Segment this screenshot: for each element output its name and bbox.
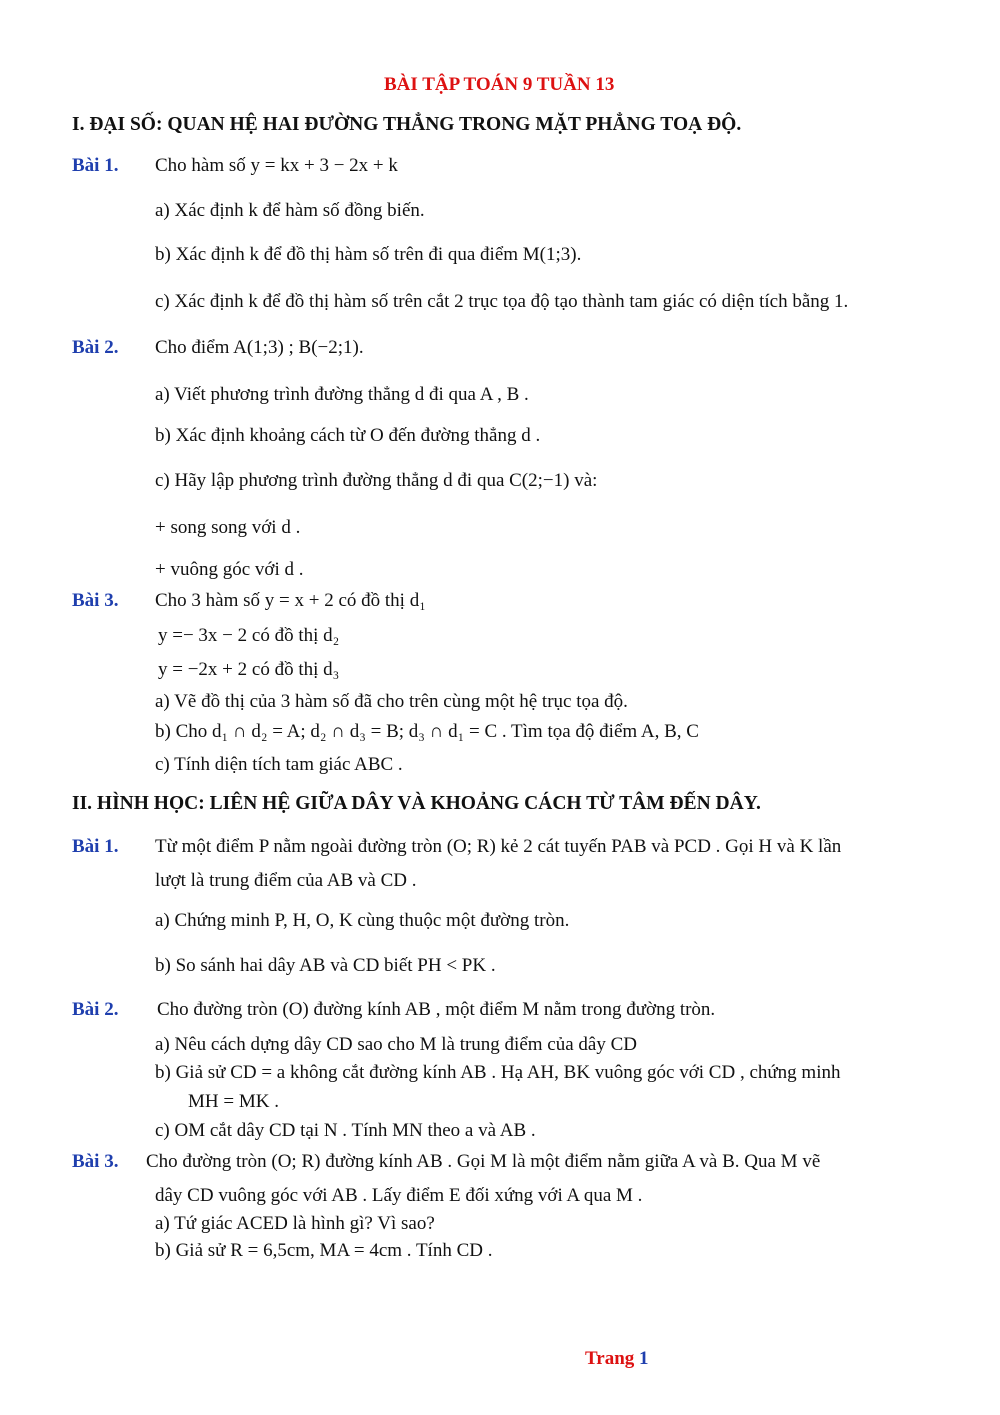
exercise-part: c) Hãy lập phương trình đường thẳng d đi qua C(2;−1) và: bbox=[155, 470, 598, 491]
page-label: Trang bbox=[585, 1348, 635, 1369]
exercise-part: + vuông góc với d . bbox=[155, 559, 304, 580]
exercise-label: Bài 3. bbox=[72, 590, 119, 611]
exercise-part: a) Xác định k để hàm số đồng biến. bbox=[155, 200, 425, 221]
exercise-statement: lượt là trung điểm của AB và CD . bbox=[155, 870, 417, 891]
exercise-part: b) Giả sử CD = a không cắt đường kính AB . Hạ AH, BK vuông góc với CD , chứng minh bbox=[155, 1062, 841, 1083]
exercise-label: Bài 2. bbox=[72, 337, 119, 358]
exercise-statement: Cho đường tròn (O) đường kính AB , một điểm M nằm trong đường tròn. bbox=[157, 999, 716, 1020]
exercise-part: b) Xác định k để đồ thị hàm số trên đi qua điểm M(1;3). bbox=[155, 244, 582, 265]
exercise-part: a) Vẽ đồ thị của 3 hàm số đã cho trên cùng một hệ trục tọa độ. bbox=[155, 691, 628, 712]
exercise-part: a) Chứng minh P, H, O, K cùng thuộc một đường tròn. bbox=[155, 910, 570, 931]
exercise-part: a) Nêu cách dựng dây CD sao cho M là trung điểm của dây CD bbox=[155, 1034, 637, 1055]
exercise-part: c) Xác định k để đồ thị hàm số trên cắt 2 trục tọa độ tạo thành tam giác có diện tích bằng 1. bbox=[155, 291, 849, 312]
page-title: BÀI TẬP TOÁN 9 TUẦN 13 bbox=[384, 74, 615, 95]
exercise-statement: dây CD vuông góc với AB . Lấy điểm E đối xứng với A qua M . bbox=[155, 1185, 643, 1206]
exercise-statement: y = −2x + 2 có đồ thị d₃ bbox=[158, 659, 340, 680]
section-algebra-heading: I. ĐẠI SỐ: QUAN HỆ HAI ĐƯỜNG THẲNG TRONG MẶT PHẲNG TOẠ ĐỘ. bbox=[72, 114, 742, 135]
exercise-label: Bài 1. bbox=[72, 836, 119, 857]
exercise-statement: Cho hàm số y = kx + 3 − 2x + k bbox=[155, 155, 398, 176]
exercise-part: c) Tính diện tích tam giác ABC . bbox=[155, 754, 403, 775]
exercise-part: b) Giả sử R = 6,5cm, MA = 4cm . Tính CD . bbox=[155, 1240, 493, 1261]
page-number-value: 1 bbox=[639, 1348, 649, 1369]
section-geometry-heading: II. HÌNH HỌC: LIÊN HỆ GIỮA DÂY VÀ KHOẢNG CÁCH TỪ TÂM ĐẾN DÂY. bbox=[72, 793, 761, 814]
exercise-label: Bài 2. bbox=[72, 999, 119, 1020]
exercise-part: a) Viết phương trình đường thẳng d đi qua A , B . bbox=[155, 384, 529, 405]
exercise-part: b) Xác định khoảng cách từ O đến đường thẳng d . bbox=[155, 425, 541, 446]
exercise-part: MH = MK . bbox=[188, 1091, 279, 1112]
exercise-part: a) Tứ giác ACED là hình gì? Vì sao? bbox=[155, 1213, 435, 1234]
exercise-statement: Từ một điểm P nằm ngoài đường tròn (O; R) kẻ 2 cát tuyến PAB và PCD . Gọi H và K lần bbox=[155, 836, 842, 857]
exercise-label: Bài 1. bbox=[72, 155, 119, 176]
exercise-part: + song song với d . bbox=[155, 517, 301, 538]
exercise-statement: Cho điểm A(1;3) ; B(−2;1). bbox=[155, 337, 364, 358]
exercise-label: Bài 3. bbox=[72, 1151, 119, 1172]
page-number bbox=[585, 1349, 649, 1368]
exercise-statement: Cho 3 hàm số y = x + 2 có đồ thị d₁ bbox=[155, 590, 426, 611]
exercise-part: b) Cho d₁ ∩ d₂ = A; d₂ ∩ d₃ = B; d₃ ∩ d₁ = C . Tìm tọa độ điểm A, B, C bbox=[155, 721, 699, 742]
exercise-statement: y =− 3x − 2 có đồ thị d₂ bbox=[158, 625, 340, 646]
exercise-part: c) OM cắt dây CD tại N . Tính MN theo a và AB . bbox=[155, 1120, 536, 1141]
exercise-statement: Cho đường tròn (O; R) đường kính AB . Gọi M là một điểm nằm giữa A và B. Qua M vẽ bbox=[146, 1151, 821, 1172]
exercise-part: b) So sánh hai dây AB và CD biết PH < PK . bbox=[155, 955, 496, 976]
